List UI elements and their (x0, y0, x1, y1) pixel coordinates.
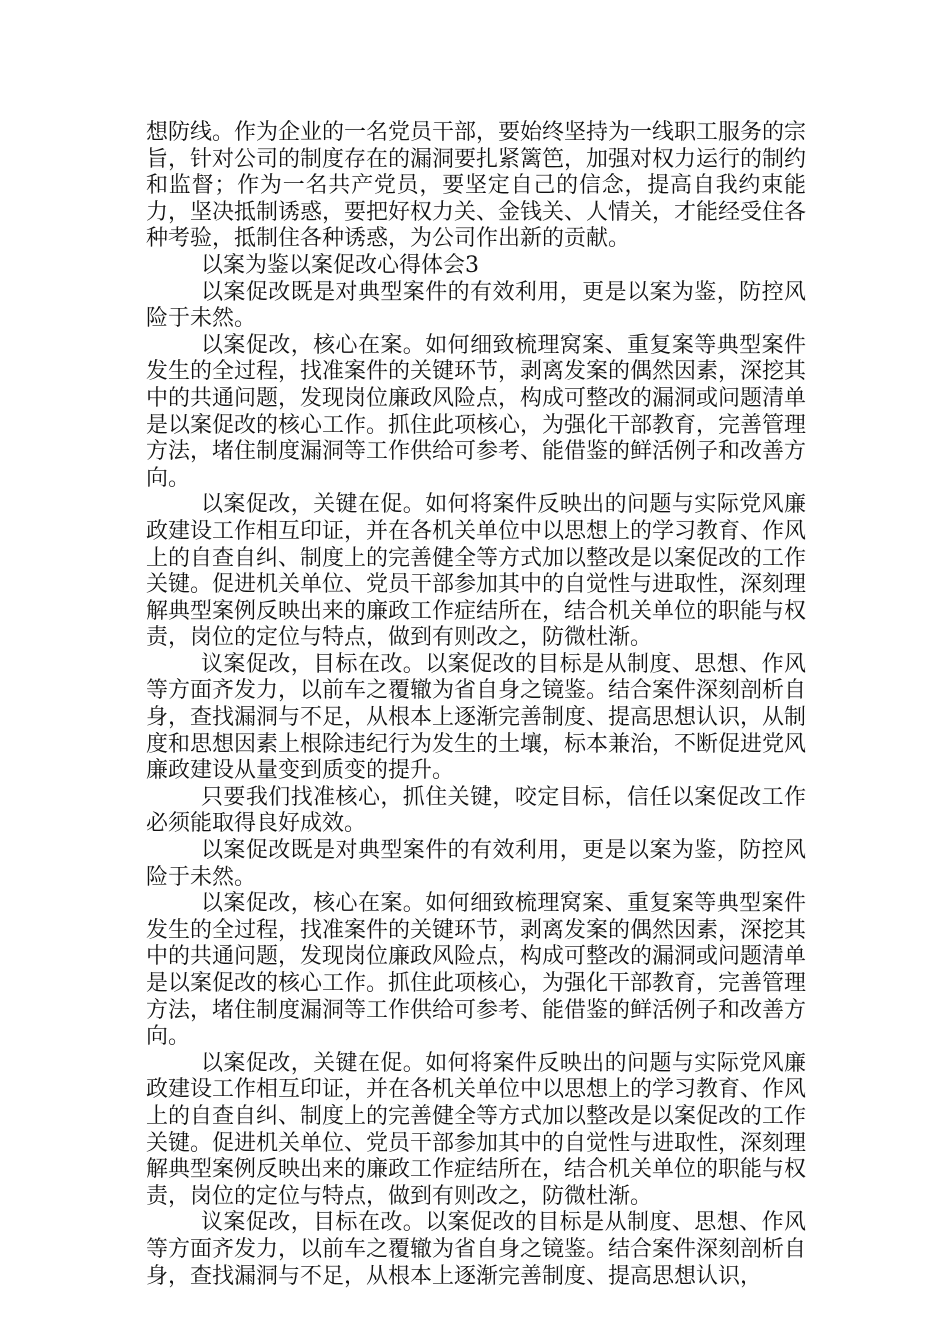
paragraph: 以案促改既是对典型案件的有效利用，更是以案为鉴，防控风险于未然。 (146, 838, 806, 890)
paragraph: 议案促改，目标在改。以案促改的目标是从制度、思想、作风等方面齐发力，以前车之覆辙为省自身之镜鉴。结合案件深刻剖析自身，查找漏洞与不足，从根本上逐渐完善制度、提高思想认识，从制度和思想因素上根除违纪行为发生的土壤，标本兼治，不断促进党风廉政建设从量变到质变的提升。 (146, 651, 807, 784)
paragraph: 只要我们找准核心，抓住关键，咬定目标，信任以案促改工作必须能取得良好成效。 (146, 784, 806, 837)
document-body (146, 120, 806, 1290)
paragraph-continued: 想防线。作为企业的一名党员干部，要始终坚持为一线职工服务的宗旨，针对公司的制度存在的漏洞要扎紧篱笆，加强对权力运行的制约和监督；作为一名共产党员，要坚定自己的信念，提高自我约束能力，坚决抵制诱惑，要把好权力关、金钱关、人情关，才能经受住各种考验，抵制住各种诱惑，为公司作出新的贡献。 (146, 120, 807, 252)
paragraph: 以案促改，关键在促。如何将案件反映出的问题与实际党风廉政建设工作相互印证，并在各机关单位中以思想上的学习教育、作风上的自查自纠、制度上的完善健全等方式加以整改是以案促改的工作关键。促进机关单位、党员干部参加其中的自觉性与进取性，深刻理解典型案例反映出来的廉政工作症结所在，结合机关单位的职能与权责，岗位的定位与特点，做到有则改之，防微杜渐。 (146, 492, 807, 651)
paragraph: 以案促改既是对典型案件的有效利用，更是以案为鉴，防控风险于未然。 (146, 279, 806, 332)
paragraph: 以案促改，关键在促。如何将案件反映出的问题与实际党风廉政建设工作相互印证，并在各机关单位中以思想上的学习教育、作风上的自查自纠、制度上的完善健全等方式加以整改是以案促改的工作关键。促进机关单位、党员干部参加其中的自觉性与进取性，深刻理解典型案例反映出来的廉政工作症结所在，结合机关单位的职能与权责，岗位的定位与特点，做到有则改之，防微杜渐。 (146, 1050, 807, 1209)
paragraph: 议案促改，目标在改。以案促改的目标是从制度、思想、作风等方面齐发力，以前车之覆辙为省自身之镜鉴。结合案件深刻剖析自身，查找漏洞与不足，从根本上逐渐完善制度、提高思想认识， (146, 1210, 807, 1289)
paragraph: 以案促改，核心在案。如何细致梳理窝案、重复案等典型案件发生的全过程，找准案件的关键环节，剥离发案的偶然因素，深挖其中的共通问题，发现岗位廉政风险点，构成可整改的漏洞或问题清单是以案促改的核心工作。抓住此项核心，为强化干部教育，完善管理方法，堵住制度漏洞等工作供给可参考、能借鉴的鲜活例子和改善方向。 (146, 891, 807, 1050)
section-heading: 以案为鉴以案促改心得体会3 (201, 252, 479, 278)
paragraph: 以案促改，核心在案。如何细致梳理窝案、重复案等典型案件发生的全过程，找准案件的关键环节，剥离发案的偶然因素，深挖其中的共通问题，发现岗位廉政风险点，构成可整改的漏洞或问题清单是以案促改的核心工作。抓住此项核心，为强化干部教育，完善管理方法，堵住制度漏洞等工作供给可参考、能借鉴的鲜活例子和改善方向。 (146, 332, 807, 491)
